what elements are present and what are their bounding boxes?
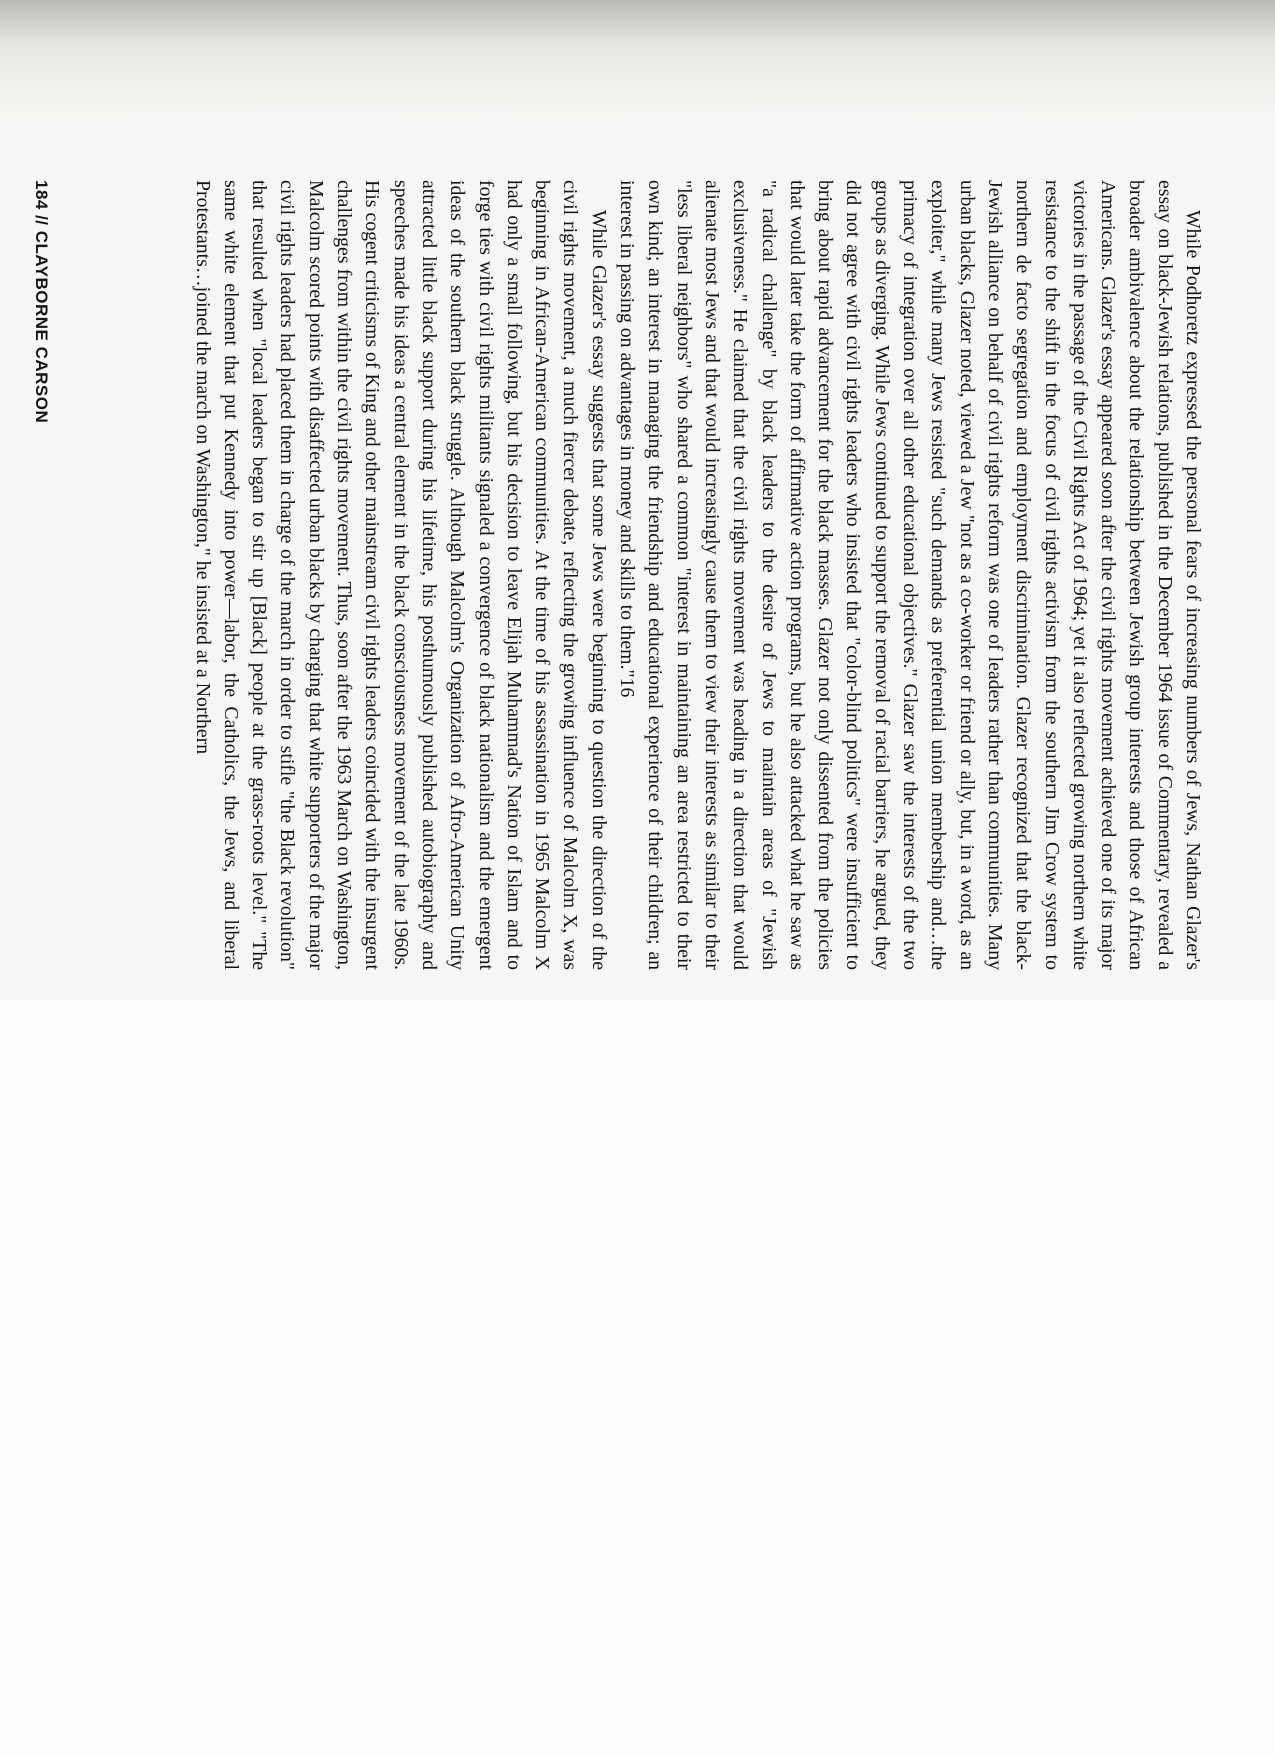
paragraph: While Glazer's essay suggests that some Jews were beginning to question the direction of the civil rights movement, a much fiercer debate, reflecting the growing influence of Malcolm X, was beginning in African-American communities. At the time of his assassination in 1965 Malcolm X had only a small following, but his decision to leave Elijah Muhammad's Nation of Islam and to forge ties with civil rights militants signaled a convergence of black nationalism and the emergent ideas of the southern black struggle. Although Malcolm's Organization of Afro-American Unity attracted little black support during his lifetime, his posthumously published autobiography and speeches made his ideas a central element in the black consciousness movement of the late 1960s. His cogent criticisms of King and other mainstream civil rights leaders coincided with the insurgent challenges from within the civil rights movement. Thus, soon after the 1963 March on Washington, Malcolm scored points with disaffected urban blacks by charging that white supporters of the major civil rights leaders had placed them in charge of the march in order to stifle "the Black revolution" that resulted when "local leaders began to stir up [Black] people at the grass-roots level." "The same white element that put Kennedy into power—labor, the Catholics, the Jews, and liberal Protestants…joined the march on Washington," he insisted at a Northern xyxy=(191,180,610,970)
page-edge-shadow xyxy=(0,0,1275,115)
right-page xyxy=(0,1000,1275,1755)
paragraph: While Podhoretz expressed the personal fears of increasing numbers of Jews, Nathan Glazer's essay on black-Jewish relations, published in the December 1964 issue of Commentary, revealed a broader ambivalence about the relationship between Jewish group interests and those of African Americans. Glazer's essay appeared soon after the civil rights movement achieved one of its major victories in the passage of the Civil Rights Act of 1964; yet it also reflected growing northern white resistance to the shift in the focus of civil rights activism from the southern Jim Crow system to northern de facto segregation and employment discrimination. Glazer recognized that the black-Jewish alliance on behalf of civil rights reform was one of leaders rather than communities. Many urban blacks, Glazer noted, viewed a Jew "not as a co-worker or friend or ally, but, in a word, as an exploiter," while many Jews resisted "such demands as preferential union membership and…the primacy of integration over all other educational objectives." Glazer saw the interests of the two groups as diverging. While Jews continued to support the removal of racial barriers, he argued, they did not agree with civil rights leaders who insisted that "color-blind politics" were insufficient to bring about rapid advancement for the black masses. Glazer not only dissented from the policies that would later take the form of affirmative action programs, but he also attacked what he saw as "a radical challenge" by black leaders to the desire of Jews to maintain areas of "Jewish exclusiveness." He claimed that the civil rights movement was heading in a direction that would alienate most Jews and that would increasingly cause them to view their interests as similar to their "less liberal neighbors" who shared a common "interest in maintaining an area restricted to their own kind; an interest in managing the friendship and educational experience of their children; an interest in passing on advantages in money and skills to them."16 xyxy=(616,180,1204,970)
running-head-left: 184 // CLAYBORNE CARSON xyxy=(32,180,51,424)
left-page-body xyxy=(188,180,1207,970)
